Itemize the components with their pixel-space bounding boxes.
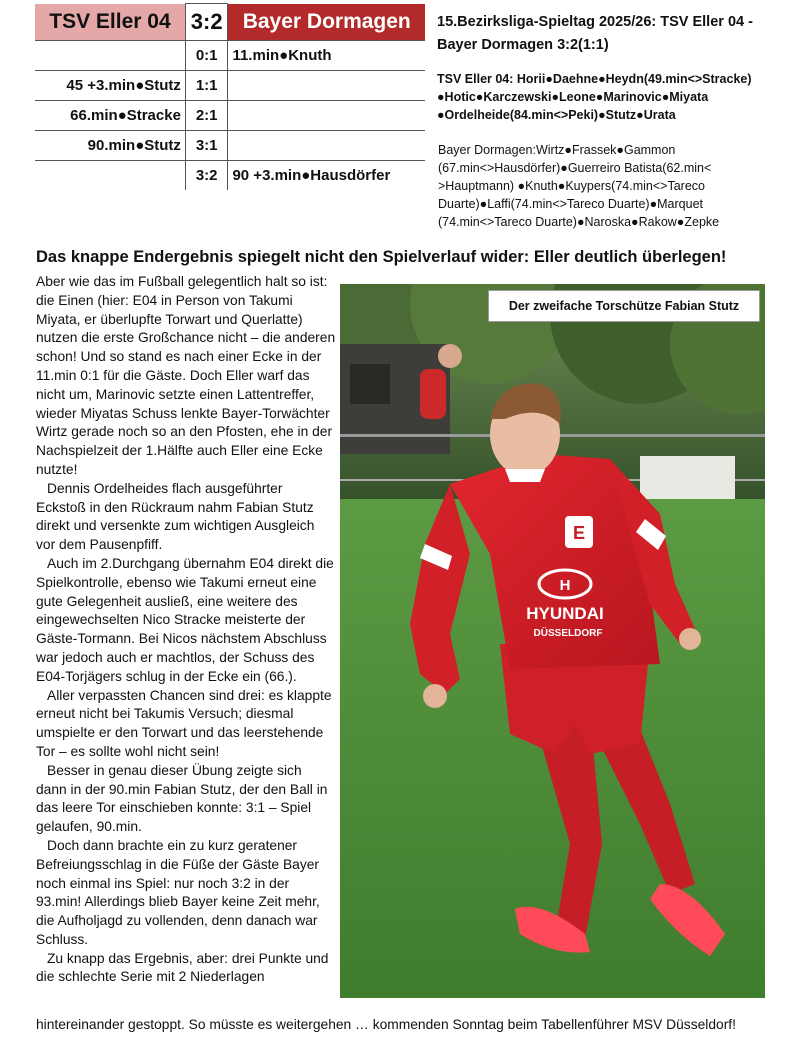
dormagen-lineup: Bayer Dormagen:Wirtz●Frassek●Gammon (67.min<>Hausdörfer)●Guerreiro Batista(62.min< >Hauptmann) ●Knuth●Kuypers(74.min<>Tareco Duarte)●Laffi(74.min<>Tareco Duarte)●Marquet (74.min<>Tareco Duarte)●Naroska●Rakow●Zepke: [438, 143, 720, 229]
interim-score: 3:2: [185, 161, 228, 191]
goal-row: [35, 131, 425, 161]
goal-row: [35, 71, 425, 101]
home-team-name: TSV Eller 04: [35, 4, 185, 41]
background-player: [420, 369, 446, 419]
shirt-sponsor-subtext: DÜSSELDORF: [533, 628, 603, 639]
svg-text:E: E: [572, 523, 586, 543]
home-scorer: [35, 161, 185, 191]
article-paragraph: Doch dann brachte ein zu kurz geratener Befreiungsschlag in die Füße der Gäste Bayer noch einmal ins Spiel: nur noch 3:2 in der 93.min! Allerdings blieb Bayer keine Zeit mehr, die Aufholjagd zu vollenden, denn danach war Schluss.: [36, 837, 320, 947]
article-closing-line: hintereinander gestoppt. So müsste es weitergehen … kommenden Sonntag beim Tabellenführer MSV Düsseldorf!: [36, 1017, 736, 1032]
goal-row: [35, 101, 425, 131]
interim-score: 3:1: [185, 131, 228, 161]
away-scorer: 90 +3.min●Hausdörfer: [232, 167, 391, 184]
advertising-board: [640, 456, 735, 506]
article-body: [36, 273, 336, 987]
away-scorer: [228, 131, 425, 161]
article-paragraph: Auch im 2.Durchgang übernahm E04 direkt die Spielkontrolle, ebenso wie Takumi erneut eine gute Gelegenheit ausließ, eine weitere des eingewechselten Nico Stracke meisterte der Gäste-Tormann. Bei Nicos nächstem Abschluss war jedoch auch er machtlos, der Schuss des E04-Torjägers schlug in der Ecke ein (66.).: [36, 555, 334, 684]
player-photo: [340, 284, 765, 998]
match-title: 15.Bezirksliga-Spieltag 2025/26: TSV Eller 04 - Bayer Dormagen 3:2(1:1): [437, 14, 753, 53]
svg-text:H: H: [559, 577, 571, 594]
player-photo-illustration: [340, 284, 765, 998]
away-scorer: [228, 101, 425, 131]
shirt-sponsor-text: HYUNDAI: [526, 604, 604, 623]
goal-row: [35, 41, 425, 71]
article-paragraph: Zu knapp das Ergebnis, aber: drei Punkte und die schlechte Serie mit 2 Niederlagen: [36, 950, 329, 985]
article-paragraph: Dennis Ordelheides flach ausgeführter Eckstoß in den Rückraum nahm Fabian Stutz direkt und versenkte zum wichtigen Ausgleich vor dem Pausenpfiff.: [36, 480, 315, 553]
score-header-row: [35, 4, 425, 41]
goal-row: [35, 161, 425, 191]
home-scorer: [35, 41, 185, 71]
article-headline: Das knappe Endergebnis spiegelt nicht den Spielverlauf wider: Eller deutlich überlegen!: [36, 248, 727, 266]
photo-caption: Der zweifache Torschütze Fabian Stutz: [488, 290, 760, 322]
article-paragraph: Aller verpassten Chancen sind drei: es klappte erneut nicht bei Takumis Versuch; diesmal umspielte er den Torwart und das leerstehende Tor – es sollte wohl nicht sein!: [36, 687, 332, 759]
interim-score: 1:1: [185, 71, 228, 101]
article-paragraph: Aber wie das im Fußball gelegentlich halt so ist: die Einen (hier: E04 in Person von Takumi Miyata, er überlupfte Torwart und Querlatte) nutzen die erste Großchance nicht – die anderen schon! Und so stand es nach einer Ecke in der 11.min 0:1 für die Gäste. Doch Eller warf das nicht um, Marinovic setzte einen Lattentreffer, wieder Miyatas Schuss lenkte Bayer-Torwächter Wirtz gerade noch so an den Pfosten, ehe in der Nachspielzeit der 1.Hälfte auch Eller eine Ecke nutzte!: [36, 274, 336, 477]
away-scorer: [228, 71, 425, 101]
eller-lineup: TSV Eller 04: Horii●Daehne●Heydn(49.min<>Stracke) ●Hotic●Karczewski●Leone●Marinovic●Miyata ●Ordelheide(84.min<>Peki)●Stutz●Urata: [437, 72, 752, 122]
interim-score: 0:1: [185, 41, 228, 71]
home-scorer: 45 +3.min●Stutz: [35, 71, 185, 101]
interim-score: 2:1: [185, 101, 228, 131]
score-table: [35, 3, 425, 190]
home-scorer: 90.min●Stutz: [35, 131, 185, 161]
home-scorer: 66.min●Stracke: [35, 101, 185, 131]
final-score: 3:2: [185, 4, 228, 41]
away-scorer: 11.min●Knuth: [228, 41, 425, 71]
away-team-name: Bayer Dormagen: [228, 4, 425, 41]
article-paragraph: Besser in genau dieser Übung zeigte sich dann in der 90.min Fabian Stutz, der den Ball in das leere Tor einschieben konnte: 3:1 – Spiel gelaufen, 90.min.: [36, 762, 328, 835]
